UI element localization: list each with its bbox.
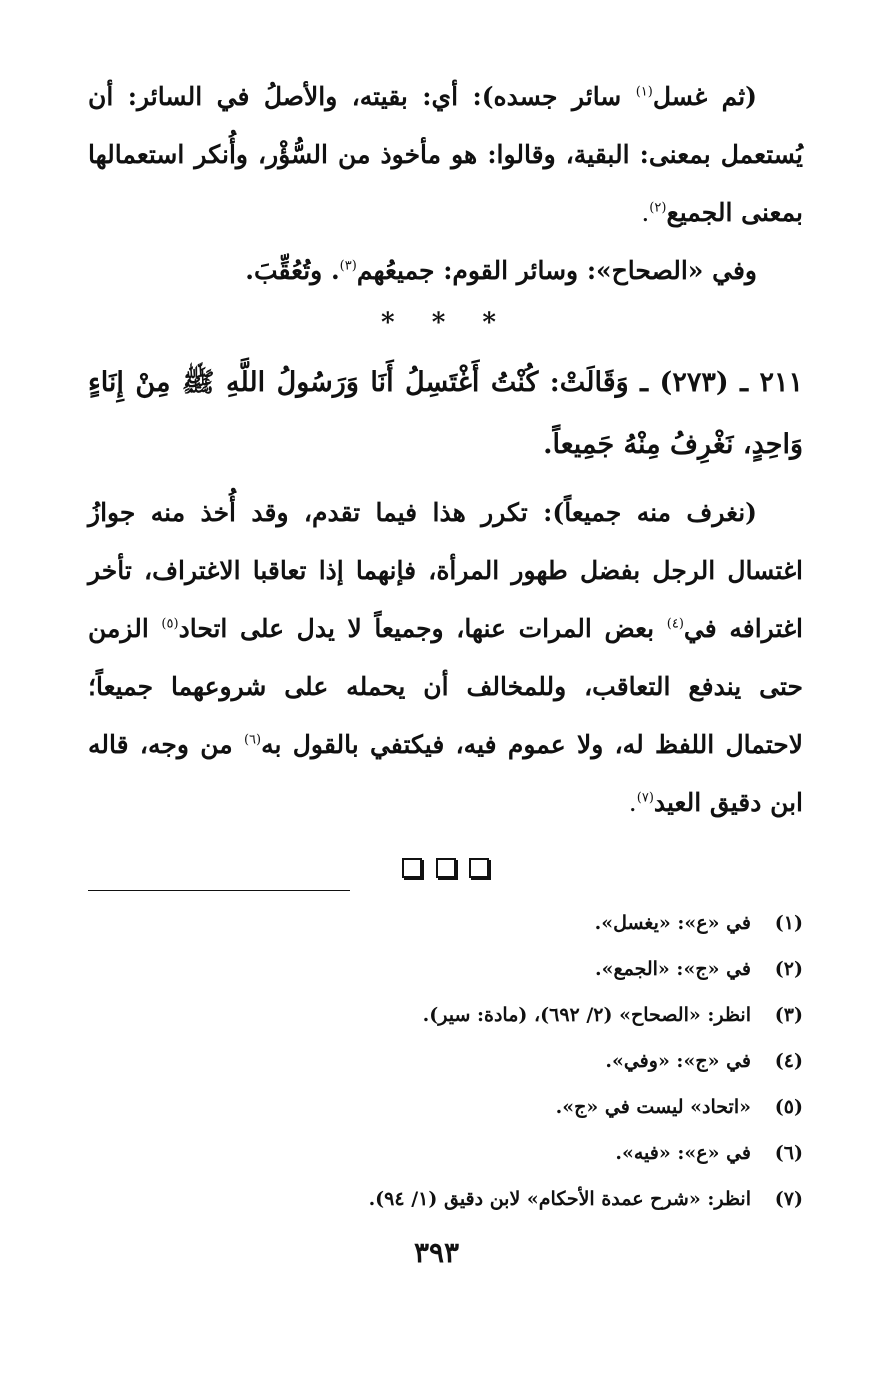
footnote-divider [88, 890, 350, 891]
paragraph-1 [88, 68, 803, 242]
footnote-number: (٣) [774, 1004, 803, 1026]
footnote-7 [88, 1176, 803, 1222]
section-end-ornament [88, 858, 803, 898]
paragraph-2 [88, 242, 803, 300]
footnote-1 [88, 900, 803, 946]
footnote-text: انظر: «الصحاح» (٢/ ٦٩٢)، (مادة: سير). [422, 1004, 751, 1026]
ornament-square-icon [469, 858, 489, 878]
footnote-4 [88, 1038, 803, 1084]
footnote-ref-3[interactable]: (٣) [339, 258, 357, 274]
hadith-text: ٢١١ ـ (٢٧٣) ـ وَقَالَتْ: كُنْتُ أَغْتَسِلُ أَنَا وَرَسُولُ اللَّهِ ﷺ مِنْ إِنَاءٍ وَاحِدٍ، نَغْرِفُ مِنْهُ جَمِيعاً. [88, 367, 803, 460]
footnote-ref-7[interactable]: (٧) [636, 790, 654, 806]
commentary-text-4: من وجه، قاله ابن دقيق العيد [88, 730, 803, 817]
paragraph-1-opening: (ثم غسل [652, 82, 757, 111]
footnote-ref-5[interactable]: (٥) [161, 616, 179, 632]
paragraph-2-end: . وتُعُقِّبَ. [245, 256, 340, 285]
footnote-ref-4[interactable]: (٤) [666, 616, 684, 632]
page-number: ٣٩٣ [413, 1236, 460, 1269]
ornament-square-icon [402, 858, 422, 878]
footnote-number: (٢) [774, 958, 803, 980]
commentary-text-3: الزمن حتى يندفع التعاقب، وللمخالف أن يحمله على شروعهما جميعاً؛ لاحتمال اللفظ له، ولا عموم فيه، فيكتفي بالقول به [88, 614, 804, 759]
footnote-3 [88, 992, 803, 1038]
footnote-number: (٦) [774, 1142, 803, 1164]
footnote-ref-2[interactable]: (٢) [649, 200, 667, 216]
footnote-6 [88, 1130, 803, 1176]
section-separator-stars: * * * [381, 308, 510, 338]
footnote-text: انظر: «شرح عمدة الأحكام» لابن دقيق (١/ ٩٤). [368, 1188, 751, 1210]
paragraph-1-end: . [641, 198, 650, 227]
footnote-ref-1[interactable]: (١) [635, 84, 653, 100]
commentary-text-1: : تكرر هذا فيما تقدم، وقد أُخذ منه جوازُ اغتسال الرجل بفضل طهور المرأة، فإنهما إذا تعاقبا الاغتراف، تأخر اغترافه في [88, 498, 804, 643]
footnote-text: في «ع»: «فيه». [615, 1142, 751, 1164]
commentary-end: . [628, 788, 637, 817]
paragraph-1-text: سائر جسده): أي: بقيته، والأصلُ في السائر: أن يُستعمل بمعنى: البقية، وقالوا: هو مأخوذ من السُّؤْر، وأُنكر استعمالها بمعنى الجميع [88, 82, 803, 227]
footnote-2 [88, 946, 803, 992]
commentary-text-2: بعض المرات عنها، وجميعاً لا يدل على اتحاد [178, 614, 667, 643]
footnotes [88, 900, 803, 1222]
footnote-text: في «ج»: «الجمع». [595, 958, 751, 980]
footnote-text: «اتحاد» ليست في «ج». [555, 1096, 751, 1118]
footnote-number: (٤) [774, 1050, 803, 1072]
footnote-text: في «ج»: «وفي». [605, 1050, 751, 1072]
paragraph-2-text: وفي «الصحاح»: وسائر القوم: جميعُهم [356, 256, 757, 285]
page-body [88, 68, 803, 898]
footnote-number: (٥) [774, 1096, 803, 1118]
footnote-5 [88, 1084, 803, 1130]
commentary-paragraph [88, 484, 803, 832]
footnote-ref-6[interactable]: (٦) [243, 732, 262, 748]
ornament-square-icon [436, 858, 456, 878]
footnote-text: في «ع»: «يغسل». [594, 912, 751, 934]
commentary-lead: (نغرف منه جميعاً) [552, 498, 757, 527]
footnote-number: (١) [774, 912, 803, 934]
footnote-number: (٧) [774, 1188, 803, 1210]
